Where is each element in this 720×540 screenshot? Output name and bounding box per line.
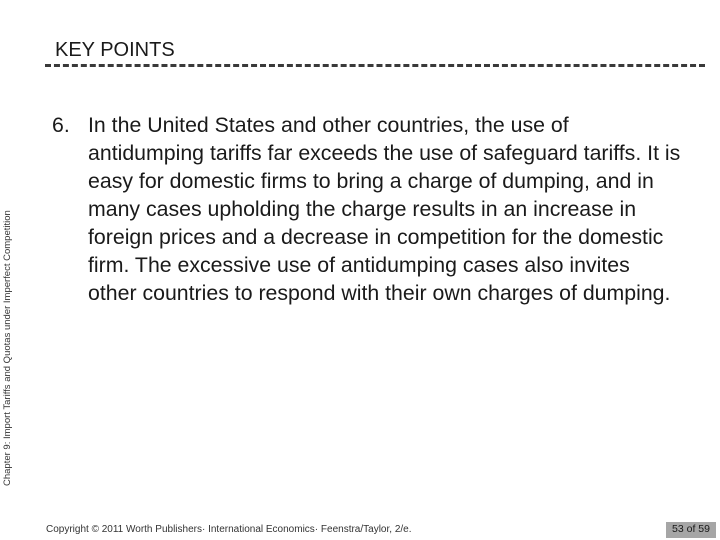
key-point-text: In the United States and other countries, the use of antidumping tariffs far exceeds the use of safeguard tariffs. It is easy for domestic firms to bring a charge of dumping, and in many cases upholding the charge results in an increase in foreign prices and a decrease in competition for the domestic firm. The excessive use of antidumping cases also invites other countries to respond with their own charges of dumping. (88, 113, 681, 305)
page-total: 59 (698, 523, 710, 535)
page-of: of (686, 523, 696, 535)
slide-page-number (666, 522, 716, 538)
page-current: 53 (672, 523, 684, 535)
key-point-item (52, 111, 682, 307)
chapter-side-label-text: Chapter 9: Import Tariffs and Quotas under Imperfect Competition (2, 210, 13, 486)
key-point-number: 6. (52, 113, 70, 137)
footer-copyright: Copyright © 2011 Worth Publishers· International Economics· Feenstra/Taylor, 2/e. (46, 524, 412, 535)
slide-heading: KEY POINTS (55, 39, 175, 61)
heading-dashed-divider (45, 64, 705, 67)
